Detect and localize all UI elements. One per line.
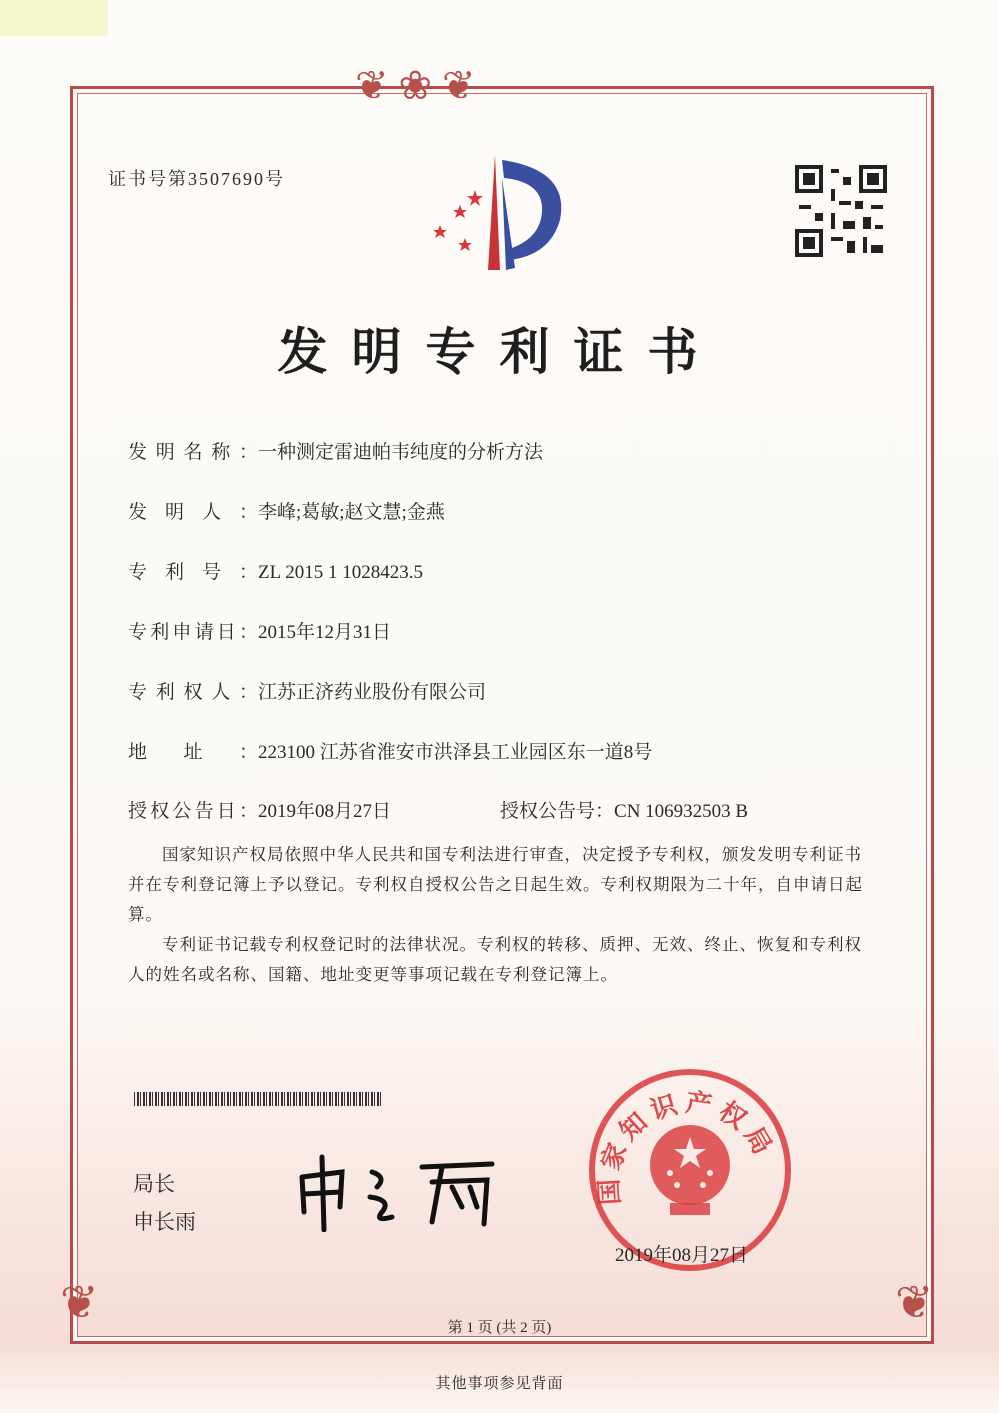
seal-date: 2019年08月27日 [615, 1245, 749, 1266]
field-invention-name: 发明名称：一种测定雷迪帕韦纯度的分析方法 [128, 442, 544, 463]
qr-code [795, 165, 887, 257]
statement-paragraph: 专利证书记载专利权登记时的法律状况。专利权的转移、质押、无效、终止、恢复和专利权人的姓名或名称、国籍、地址变更等事项记载在专利登记簿上。 [128, 935, 862, 984]
patent-office-logo-icon [420, 150, 580, 275]
field-patentee: 专利权人：江苏正济药业股份有限公司 [128, 682, 487, 703]
field-grant-date: 授权公告日：2019年08月27日 [128, 801, 392, 822]
page-number: 第 1 页 (共 2 页) [447, 1320, 552, 1336]
field-announcement-number: 授权公告号：CN 106932503 B [500, 801, 749, 822]
certificate-title: 发明专利证书 [277, 324, 722, 380]
seal-text: 国家知识产权局 [594, 1087, 781, 1206]
officer-name: 申长雨 [133, 1210, 196, 1234]
field-application-date: 专利申请日：2015年12月31日 [128, 622, 392, 643]
statement-paragraph: 国家知识产权局依照中华人民共和国专利法进行审查，决定授予专利权，颁发发明专利证书并在专利登记簿上予以登记。专利权自授权公告之日起生效。专利权期限为二十年，自申请日起算。 [128, 845, 863, 924]
back-note: 其他事项参见背面 [435, 1376, 564, 1392]
corner-ornament-icon: ❦ [895, 1277, 934, 1328]
field-address: 地址：223100 江苏省淮安市洪泽县工业园区东一道8号 [128, 742, 653, 763]
field-patent-number: 专利号：ZL 2015 1 1028423.5 [128, 562, 424, 583]
certificate-number: 证书号第3507690号 [108, 169, 285, 189]
scan-corner-mark [0, 0, 108, 36]
officer-title: 局长 [133, 1172, 175, 1196]
corner-ornament-icon: ❦ [60, 1277, 99, 1328]
top-ornament-icon: ❦❀❦ [355, 63, 486, 108]
barcode [134, 1092, 382, 1106]
field-inventors: 发明人：李峰;葛敏;赵文慧;金燕 [128, 502, 445, 523]
signature [292, 1152, 502, 1232]
